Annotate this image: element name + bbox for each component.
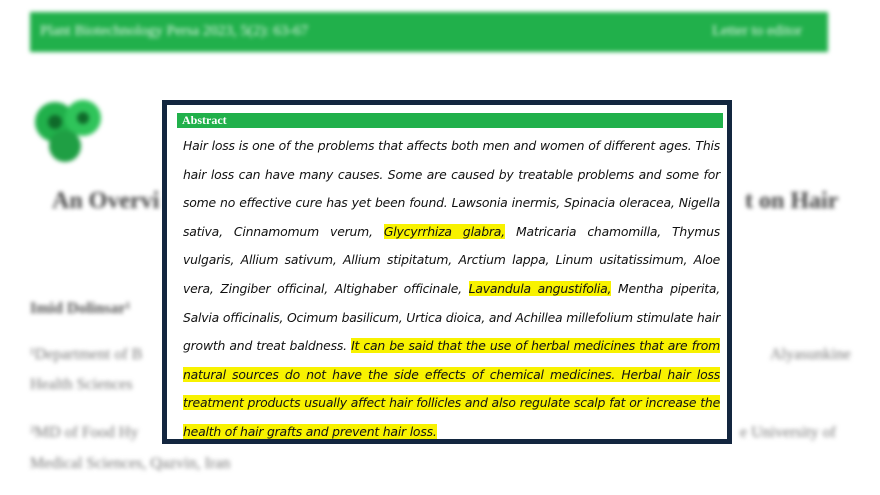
abstract-text-part-3: Mentha piperita, Salvia officinalis, Ocimum basilicum, Urtica dioica, and Achillea millefolium stimulate hair growth and treat baldness. (183, 280, 720, 354)
affiliation-4: Medical Sciences, Qazvin, Iran (30, 455, 231, 472)
journal-logo-icon (33, 98, 107, 168)
affiliation-2: Health Sciences (30, 376, 133, 393)
highlighted-conclusion: It can be said that the use of herbal medicines that are from natural sources do not have the side effects of chemical medicines. Herbal hair loss treatment products usually affect hair follicles and also regulate scalp fat or increase the health of hair grafts and prevent hair loss. (183, 338, 720, 439)
article-type: Letter to editor (712, 23, 802, 39)
highlighted-lavandula: Lavandula angustifolia, (468, 280, 612, 296)
journal-citation: Plant Biotechnology Persa 2023, 5(2): 63-67 (40, 23, 309, 39)
abstract-text-part-2: Matricaria chamomilla, Thymus vulgaris, Allium sativum, Allium stipitatum, Arctium lappa, Linum usitatissimum, Aloe vera, Zingiber officinal, Altighaber officinale, (183, 223, 720, 296)
abstract-body (183, 132, 720, 444)
journal-header-bar (30, 12, 828, 52)
abstract-text-part-1: Hair loss is one of the problems that affects both men and women of different ages. This hair loss can have many causes. Some are caused by treatable problems and some for some no effective cure has yet been found. Lawsonia inermis, Spinacia oleracea, Nigella sativa, Cinnamomum verum, (183, 138, 720, 239)
highlighted-glycyrrhiza: Glycyrrhiza glabra, (383, 223, 505, 239)
abstract-panel (162, 100, 732, 444)
affiliation-3-left: ²MD of Food Hy (30, 424, 139, 441)
affiliation-1-right: Alyasunkine (770, 346, 851, 363)
article-title-left: An Overvi (52, 188, 160, 214)
affiliation-3-right: e University of (740, 424, 836, 441)
author-line: Imid Dolinsar¹ (30, 300, 131, 317)
article-title-right: t on Hair (745, 188, 839, 214)
affiliation-1-left: ¹Department of B (30, 346, 143, 363)
abstract-heading: Abstract (177, 113, 723, 128)
